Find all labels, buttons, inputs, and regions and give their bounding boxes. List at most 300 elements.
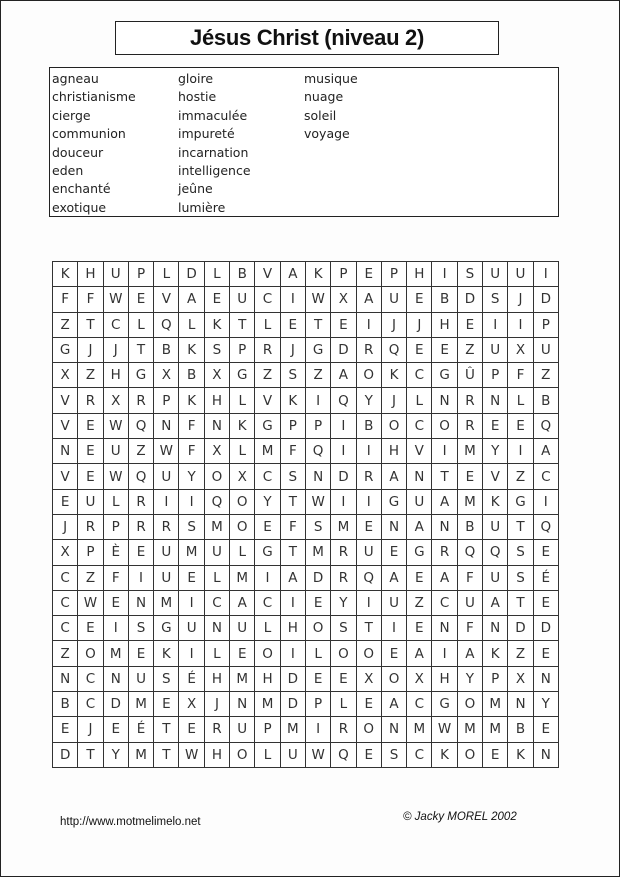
grid-cell[interactable]: I (103, 616, 128, 641)
grid-cell[interactable]: U (280, 742, 305, 767)
grid-cell[interactable]: T (78, 742, 103, 767)
grid-cell[interactable]: E (483, 742, 508, 767)
grid-cell[interactable]: Z (533, 363, 558, 388)
grid-cell[interactable]: È (103, 540, 128, 565)
grid-cell[interactable]: E (103, 590, 128, 615)
grid-cell[interactable]: K (230, 413, 255, 438)
grid-cell[interactable]: C (78, 666, 103, 691)
grid-cell[interactable]: S (280, 363, 305, 388)
grid-cell[interactable]: L (255, 742, 280, 767)
grid-cell[interactable]: X (331, 287, 356, 312)
grid-cell[interactable]: K (179, 388, 204, 413)
grid-cell[interactable]: N (381, 717, 406, 742)
grid-cell[interactable]: I (533, 262, 558, 287)
grid-cell[interactable]: O (432, 413, 457, 438)
grid-cell[interactable]: L (230, 540, 255, 565)
grid-cell[interactable]: X (179, 692, 204, 717)
grid-cell[interactable]: L (508, 388, 533, 413)
grid-cell[interactable]: E (103, 717, 128, 742)
grid-cell[interactable]: I (356, 489, 381, 514)
grid-cell[interactable]: Z (457, 337, 482, 362)
grid-cell[interactable]: S (508, 565, 533, 590)
grid-cell[interactable]: U (381, 287, 406, 312)
grid-cell[interactable]: N (407, 464, 432, 489)
grid-cell[interactable]: B (154, 337, 179, 362)
grid-cell[interactable]: T (154, 742, 179, 767)
grid-cell[interactable]: L (204, 262, 229, 287)
grid-cell[interactable]: B (230, 262, 255, 287)
grid-cell[interactable]: M (230, 565, 255, 590)
grid-cell[interactable]: Y (255, 489, 280, 514)
grid-cell[interactable]: W (305, 489, 330, 514)
grid-cell[interactable]: U (356, 540, 381, 565)
grid-cell[interactable]: J (407, 312, 432, 337)
grid-cell[interactable]: C (103, 312, 128, 337)
grid-cell[interactable]: M (255, 692, 280, 717)
grid-cell[interactable]: E (128, 540, 153, 565)
grid-cell[interactable]: E (407, 616, 432, 641)
grid-cell[interactable]: Z (53, 312, 78, 337)
grid-cell[interactable]: R (255, 337, 280, 362)
grid-cell[interactable]: P (103, 514, 128, 539)
grid-cell[interactable]: E (356, 742, 381, 767)
grid-cell[interactable]: J (381, 312, 406, 337)
grid-cell[interactable]: U (78, 489, 103, 514)
grid-cell[interactable]: O (381, 666, 406, 691)
grid-cell[interactable]: G (305, 337, 330, 362)
grid-cell[interactable]: H (432, 312, 457, 337)
grid-cell[interactable]: P (280, 413, 305, 438)
grid-cell[interactable]: L (255, 312, 280, 337)
grid-cell[interactable]: L (305, 641, 330, 666)
grid-cell[interactable]: P (331, 262, 356, 287)
grid-cell[interactable]: W (103, 287, 128, 312)
grid-cell[interactable]: H (78, 262, 103, 287)
grid-cell[interactable]: U (483, 565, 508, 590)
grid-cell[interactable]: U (154, 540, 179, 565)
grid-cell[interactable]: X (204, 363, 229, 388)
grid-cell[interactable]: X (508, 337, 533, 362)
grid-cell[interactable]: Y (179, 464, 204, 489)
grid-cell[interactable]: D (533, 287, 558, 312)
grid-cell[interactable]: F (457, 616, 482, 641)
grid-cell[interactable]: K (381, 363, 406, 388)
grid-cell[interactable]: D (53, 742, 78, 767)
grid-cell[interactable]: X (204, 439, 229, 464)
grid-cell[interactable]: Q (331, 742, 356, 767)
grid-cell[interactable]: R (432, 540, 457, 565)
grid-cell[interactable]: L (204, 565, 229, 590)
grid-cell[interactable]: L (128, 312, 153, 337)
grid-cell[interactable]: U (154, 565, 179, 590)
grid-cell[interactable]: A (533, 439, 558, 464)
grid-cell[interactable]: T (356, 616, 381, 641)
grid-cell[interactable]: T (432, 464, 457, 489)
grid-cell[interactable]: M (457, 439, 482, 464)
grid-cell[interactable]: U (483, 262, 508, 287)
grid-cell[interactable]: N (53, 666, 78, 691)
grid-cell[interactable]: B (432, 287, 457, 312)
grid-cell[interactable]: T (305, 312, 330, 337)
grid-cell[interactable]: U (230, 616, 255, 641)
grid-cell[interactable]: I (432, 641, 457, 666)
grid-cell[interactable]: T (128, 337, 153, 362)
grid-cell[interactable]: E (457, 312, 482, 337)
grid-cell[interactable]: X (230, 464, 255, 489)
grid-cell[interactable]: G (154, 616, 179, 641)
grid-cell[interactable]: Q (533, 514, 558, 539)
grid-cell[interactable]: B (356, 413, 381, 438)
grid-cell[interactable]: U (230, 717, 255, 742)
grid-cell[interactable]: E (154, 692, 179, 717)
grid-cell[interactable]: I (128, 565, 153, 590)
grid-cell[interactable]: R (204, 717, 229, 742)
grid-cell[interactable]: Z (255, 363, 280, 388)
grid-cell[interactable]: P (230, 337, 255, 362)
grid-cell[interactable]: E (179, 565, 204, 590)
grid-cell[interactable]: F (179, 413, 204, 438)
grid-cell[interactable]: I (305, 717, 330, 742)
grid-cell[interactable]: E (230, 641, 255, 666)
grid-cell[interactable]: Z (78, 565, 103, 590)
grid-cell[interactable]: D (331, 337, 356, 362)
grid-cell[interactable]: I (381, 616, 406, 641)
grid-cell[interactable]: A (483, 590, 508, 615)
grid-cell[interactable]: K (305, 262, 330, 287)
grid-cell[interactable]: Q (533, 413, 558, 438)
grid-cell[interactable]: P (483, 666, 508, 691)
grid-cell[interactable]: D (508, 616, 533, 641)
grid-cell[interactable]: H (204, 666, 229, 691)
grid-cell[interactable]: T (508, 590, 533, 615)
grid-cell[interactable]: X (508, 666, 533, 691)
grid-cell[interactable]: X (103, 388, 128, 413)
grid-cell[interactable]: I (432, 439, 457, 464)
grid-cell[interactable]: C (78, 692, 103, 717)
grid-cell[interactable]: K (483, 489, 508, 514)
grid-cell[interactable]: X (53, 363, 78, 388)
grid-cell[interactable]: X (53, 540, 78, 565)
grid-cell[interactable]: C (407, 413, 432, 438)
grid-cell[interactable]: B (457, 514, 482, 539)
grid-cell[interactable]: Z (305, 363, 330, 388)
grid-cell[interactable]: V (483, 464, 508, 489)
grid-cell[interactable]: C (432, 590, 457, 615)
grid-cell[interactable]: F (179, 439, 204, 464)
grid-cell[interactable]: Q (457, 540, 482, 565)
grid-cell[interactable]: I (305, 388, 330, 413)
grid-cell[interactable]: H (204, 388, 229, 413)
grid-cell[interactable]: F (78, 287, 103, 312)
grid-cell[interactable]: C (53, 616, 78, 641)
grid-cell[interactable]: A (179, 287, 204, 312)
grid-cell[interactable]: N (381, 514, 406, 539)
grid-cell[interactable]: M (457, 489, 482, 514)
grid-cell[interactable]: A (381, 464, 406, 489)
grid-cell[interactable]: T (280, 540, 305, 565)
grid-cell[interactable]: R (331, 540, 356, 565)
grid-cell[interactable]: Q (331, 388, 356, 413)
grid-cell[interactable]: E (407, 337, 432, 362)
grid-cell[interactable]: N (432, 514, 457, 539)
grid-cell[interactable]: V (255, 262, 280, 287)
grid-cell[interactable]: G (381, 489, 406, 514)
grid-cell[interactable]: E (457, 464, 482, 489)
grid-cell[interactable]: L (204, 641, 229, 666)
grid-cell[interactable]: Y (533, 692, 558, 717)
grid-cell[interactable]: X (407, 666, 432, 691)
grid-cell[interactable]: S (305, 514, 330, 539)
grid-cell[interactable]: I (179, 641, 204, 666)
grid-cell[interactable]: G (255, 540, 280, 565)
grid-cell[interactable]: I (331, 489, 356, 514)
grid-cell[interactable]: W (154, 439, 179, 464)
grid-cell[interactable]: E (356, 514, 381, 539)
grid-cell[interactable]: I (154, 489, 179, 514)
grid-cell[interactable]: I (533, 489, 558, 514)
grid-cell[interactable]: Q (204, 489, 229, 514)
grid-cell[interactable]: M (103, 641, 128, 666)
website-url[interactable]: http://www.motmelimelo.net (60, 816, 201, 828)
grid-cell[interactable]: Z (508, 464, 533, 489)
grid-cell[interactable]: N (305, 464, 330, 489)
grid-cell[interactable]: N (204, 413, 229, 438)
grid-cell[interactable]: O (356, 641, 381, 666)
grid-cell[interactable]: N (533, 666, 558, 691)
grid-cell[interactable]: I (356, 590, 381, 615)
grid-cell[interactable]: T (230, 312, 255, 337)
grid-cell[interactable]: B (508, 717, 533, 742)
grid-cell[interactable]: E (356, 692, 381, 717)
grid-cell[interactable]: O (255, 641, 280, 666)
grid-cell[interactable]: W (432, 717, 457, 742)
grid-cell[interactable]: P (78, 540, 103, 565)
grid-cell[interactable]: E (128, 641, 153, 666)
grid-cell[interactable]: E (407, 565, 432, 590)
grid-cell[interactable]: R (128, 514, 153, 539)
grid-cell[interactable]: A (280, 565, 305, 590)
grid-cell[interactable]: O (305, 616, 330, 641)
grid-cell[interactable]: E (331, 666, 356, 691)
grid-cell[interactable]: X (356, 666, 381, 691)
grid-cell[interactable]: P (255, 717, 280, 742)
grid-cell[interactable]: O (331, 641, 356, 666)
grid-cell[interactable]: U (457, 590, 482, 615)
grid-cell[interactable]: H (280, 616, 305, 641)
grid-cell[interactable]: E (305, 666, 330, 691)
grid-cell[interactable]: W (305, 287, 330, 312)
grid-cell[interactable]: Y (103, 742, 128, 767)
grid-cell[interactable]: A (331, 363, 356, 388)
grid-cell[interactable]: I (508, 312, 533, 337)
grid-cell[interactable]: S (381, 742, 406, 767)
grid-cell[interactable]: M (204, 514, 229, 539)
grid-cell[interactable]: O (356, 717, 381, 742)
grid-cell[interactable]: C (53, 565, 78, 590)
grid-cell[interactable]: Y (356, 388, 381, 413)
grid-cell[interactable]: A (230, 590, 255, 615)
grid-cell[interactable]: U (483, 514, 508, 539)
grid-cell[interactable]: A (457, 641, 482, 666)
grid-cell[interactable]: V (53, 388, 78, 413)
grid-cell[interactable]: U (179, 616, 204, 641)
grid-cell[interactable]: D (103, 692, 128, 717)
grid-cell[interactable]: N (533, 742, 558, 767)
grid-cell[interactable]: R (356, 464, 381, 489)
grid-cell[interactable]: E (255, 514, 280, 539)
grid-cell[interactable]: D (179, 262, 204, 287)
grid-cell[interactable]: K (483, 641, 508, 666)
grid-cell[interactable]: G (432, 363, 457, 388)
grid-cell[interactable]: Q (381, 337, 406, 362)
grid-cell[interactable]: V (255, 388, 280, 413)
grid-cell[interactable]: N (483, 616, 508, 641)
grid-cell[interactable]: A (432, 489, 457, 514)
grid-cell[interactable]: U (103, 439, 128, 464)
grid-cell[interactable]: W (179, 742, 204, 767)
grid-cell[interactable]: I (331, 439, 356, 464)
grid-cell[interactable]: H (407, 262, 432, 287)
grid-cell[interactable]: T (78, 312, 103, 337)
grid-cell[interactable]: Q (483, 540, 508, 565)
grid-cell[interactable]: G (508, 489, 533, 514)
grid-cell[interactable]: E (407, 287, 432, 312)
grid-cell[interactable]: W (78, 590, 103, 615)
grid-cell[interactable]: M (128, 692, 153, 717)
grid-cell[interactable]: L (230, 439, 255, 464)
grid-cell[interactable]: P (483, 363, 508, 388)
grid-cell[interactable]: S (128, 616, 153, 641)
grid-cell[interactable]: G (230, 363, 255, 388)
grid-cell[interactable]: P (305, 692, 330, 717)
grid-cell[interactable]: Y (457, 666, 482, 691)
grid-cell[interactable]: C (255, 590, 280, 615)
grid-cell[interactable]: U (128, 666, 153, 691)
grid-cell[interactable]: O (381, 413, 406, 438)
grid-cell[interactable]: L (154, 262, 179, 287)
grid-cell[interactable]: D (280, 666, 305, 691)
grid-cell[interactable]: O (78, 641, 103, 666)
grid-cell[interactable]: N (103, 666, 128, 691)
grid-cell[interactable]: J (280, 337, 305, 362)
grid-cell[interactable]: B (53, 692, 78, 717)
grid-cell[interactable]: L (179, 312, 204, 337)
grid-cell[interactable]: P (154, 388, 179, 413)
grid-cell[interactable]: Q (128, 464, 153, 489)
grid-cell[interactable]: U (154, 464, 179, 489)
grid-cell[interactable]: C (407, 692, 432, 717)
grid-cell[interactable]: H (255, 666, 280, 691)
grid-cell[interactable]: S (331, 616, 356, 641)
grid-cell[interactable]: O (356, 363, 381, 388)
grid-cell[interactable]: R (78, 388, 103, 413)
grid-cell[interactable]: H (204, 742, 229, 767)
grid-cell[interactable]: T (154, 717, 179, 742)
grid-cell[interactable]: V (154, 287, 179, 312)
grid-cell[interactable]: K (204, 312, 229, 337)
grid-cell[interactable]: W (305, 742, 330, 767)
grid-cell[interactable]: Q (356, 565, 381, 590)
grid-cell[interactable]: A (407, 514, 432, 539)
grid-cell[interactable]: I (280, 590, 305, 615)
grid-cell[interactable]: S (508, 540, 533, 565)
grid-cell[interactable]: Q (154, 312, 179, 337)
grid-cell[interactable]: E (53, 489, 78, 514)
grid-cell[interactable]: N (230, 692, 255, 717)
grid-cell[interactable]: F (457, 565, 482, 590)
grid-cell[interactable]: C (407, 742, 432, 767)
grid-cell[interactable]: H (381, 439, 406, 464)
grid-cell[interactable]: V (53, 413, 78, 438)
grid-cell[interactable]: E (78, 616, 103, 641)
grid-cell[interactable]: H (432, 666, 457, 691)
grid-cell[interactable]: B (179, 363, 204, 388)
grid-cell[interactable]: G (255, 413, 280, 438)
grid-cell[interactable]: E (53, 717, 78, 742)
grid-cell[interactable]: F (53, 287, 78, 312)
grid-cell[interactable]: A (381, 565, 406, 590)
grid-cell[interactable]: R (331, 717, 356, 742)
grid-cell[interactable]: G (407, 540, 432, 565)
grid-cell[interactable]: W (103, 464, 128, 489)
grid-cell[interactable]: I (255, 565, 280, 590)
grid-cell[interactable]: F (280, 514, 305, 539)
grid-cell[interactable]: E (483, 413, 508, 438)
grid-cell[interactable]: M (179, 540, 204, 565)
grid-cell[interactable]: X (154, 363, 179, 388)
grid-cell[interactable]: D (533, 616, 558, 641)
grid-cell[interactable]: L (331, 692, 356, 717)
grid-cell[interactable]: E (305, 590, 330, 615)
grid-cell[interactable]: Z (508, 641, 533, 666)
grid-cell[interactable]: J (78, 717, 103, 742)
grid-cell[interactable]: U (483, 337, 508, 362)
grid-cell[interactable]: Z (128, 439, 153, 464)
grid-cell[interactable]: C (255, 287, 280, 312)
grid-cell[interactable]: G (128, 363, 153, 388)
grid-cell[interactable]: I (356, 439, 381, 464)
grid-cell[interactable]: S (457, 262, 482, 287)
grid-cell[interactable]: I (280, 641, 305, 666)
grid-cell[interactable]: U (230, 287, 255, 312)
grid-cell[interactable]: I (179, 489, 204, 514)
grid-cell[interactable]: U (407, 489, 432, 514)
grid-cell[interactable]: R (331, 565, 356, 590)
grid-cell[interactable]: I (331, 413, 356, 438)
grid-cell[interactable]: K (508, 742, 533, 767)
grid-cell[interactable]: N (154, 413, 179, 438)
grid-cell[interactable]: M (305, 540, 330, 565)
grid-cell[interactable]: Y (483, 439, 508, 464)
grid-cell[interactable]: V (53, 464, 78, 489)
grid-cell[interactable]: O (457, 742, 482, 767)
grid-cell[interactable]: E (179, 717, 204, 742)
grid-cell[interactable]: N (53, 439, 78, 464)
grid-cell[interactable]: S (204, 337, 229, 362)
grid-cell[interactable]: D (331, 464, 356, 489)
grid-cell[interactable]: E (508, 413, 533, 438)
grid-cell[interactable]: P (128, 262, 153, 287)
grid-cell[interactable]: J (78, 337, 103, 362)
grid-cell[interactable]: J (103, 337, 128, 362)
grid-cell[interactable]: O (230, 742, 255, 767)
grid-cell[interactable]: R (128, 489, 153, 514)
grid-cell[interactable]: U (103, 262, 128, 287)
grid-cell[interactable]: E (78, 413, 103, 438)
grid-cell[interactable]: L (255, 616, 280, 641)
grid-cell[interactable]: P (305, 413, 330, 438)
grid-cell[interactable]: J (204, 692, 229, 717)
